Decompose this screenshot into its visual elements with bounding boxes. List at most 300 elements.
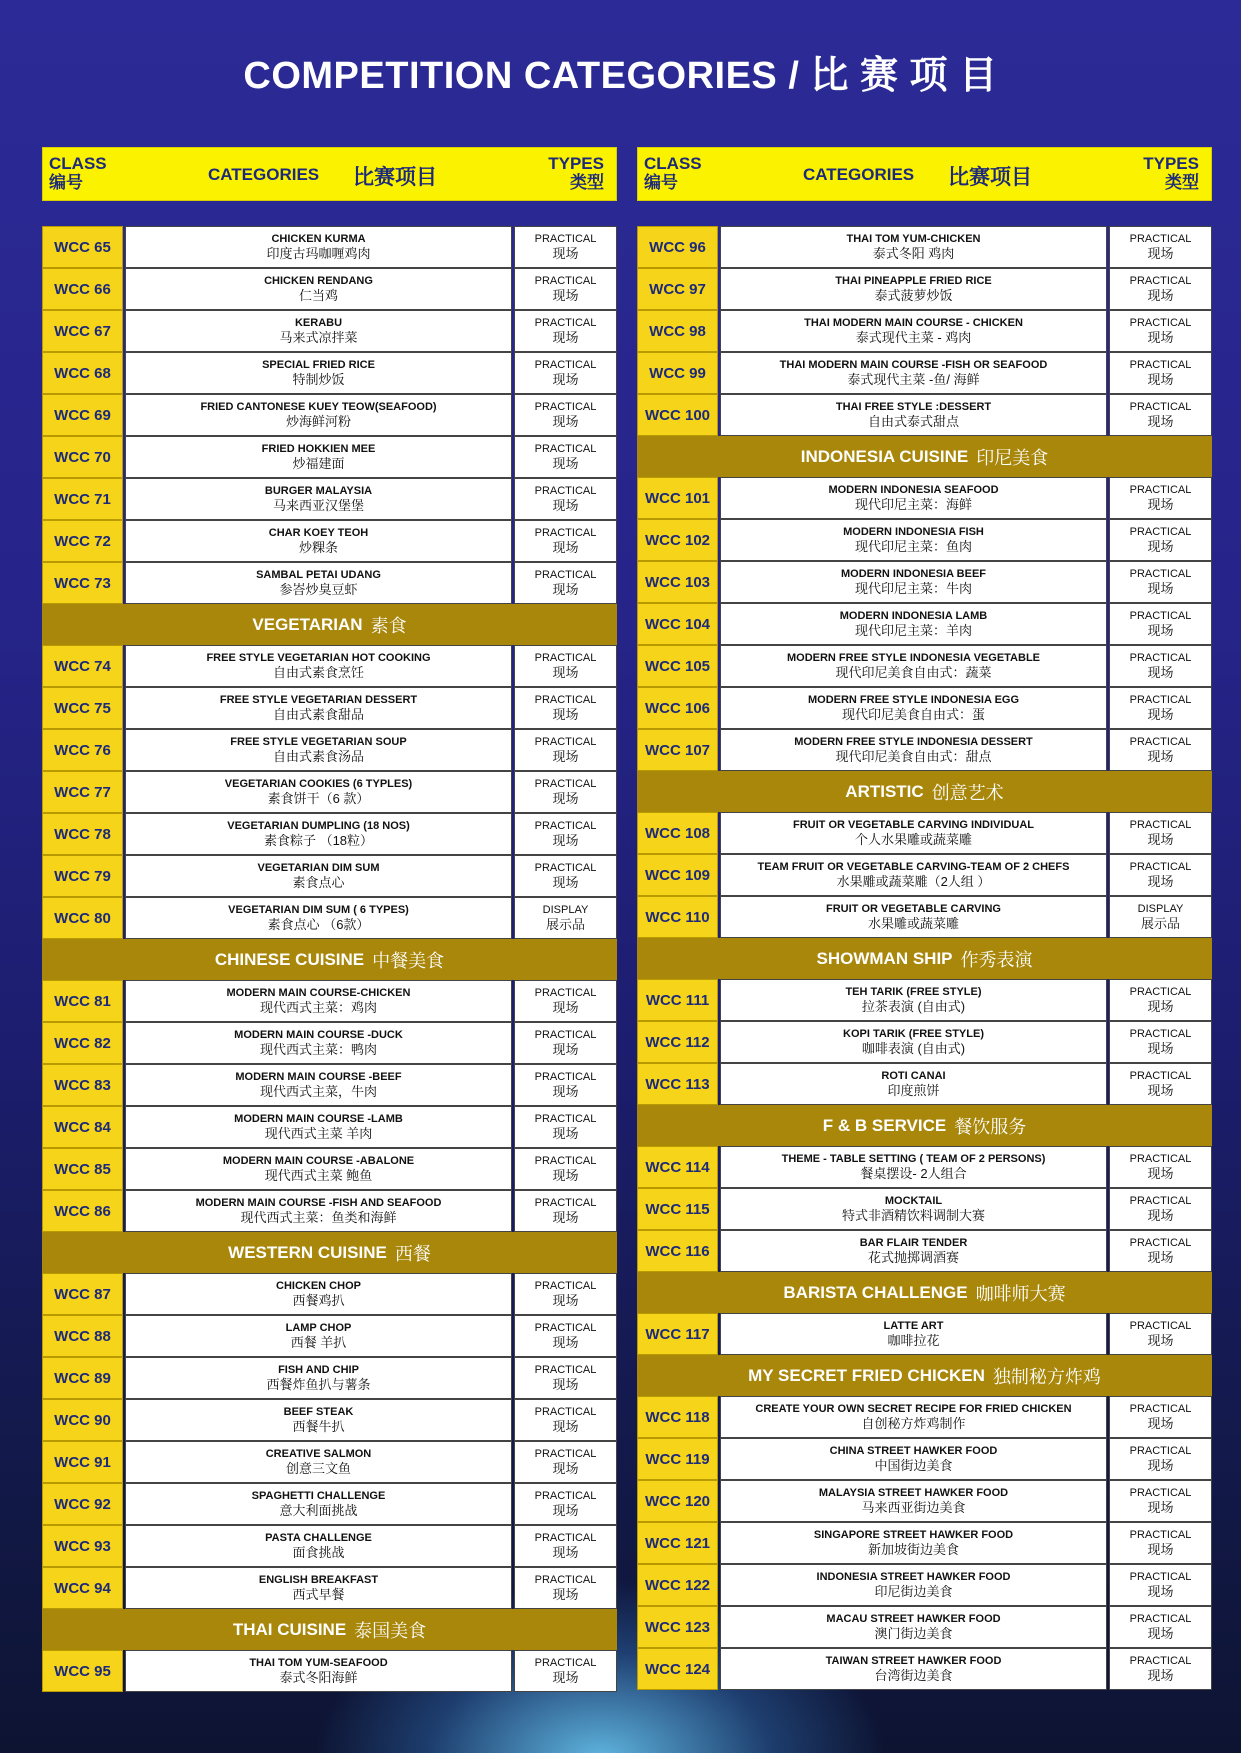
- table-row: [42, 1483, 617, 1525]
- table-row: [637, 1648, 1212, 1690]
- class-code: WCC 109: [637, 854, 718, 896]
- category-name: PASTA CHALLENGE: [265, 1532, 372, 1544]
- category-cell: [720, 645, 1107, 687]
- category-name-zh: 特式非酒精饮料调制大赛: [841, 1208, 985, 1223]
- category-name: MODERN INDONESIA SEAFOOD: [828, 484, 999, 496]
- class-code: WCC 119: [637, 1438, 718, 1480]
- category-cell: [720, 1188, 1107, 1230]
- section-title-zh: 素食: [370, 615, 407, 636]
- type-label: PRACTICAL: [534, 359, 597, 371]
- type-cell: [514, 226, 617, 268]
- category-name-zh: 自由式素食汤品: [272, 749, 364, 764]
- type-cell: [514, 1357, 617, 1399]
- type-label: PRACTICAL: [1129, 1028, 1192, 1040]
- section-header: [42, 1609, 617, 1650]
- category-name: ENGLISH BREAKFAST: [258, 1574, 379, 1586]
- category-name-zh: 炒海鲜河粉: [285, 414, 351, 429]
- category-name-zh: 咖啡拉花: [887, 1333, 940, 1348]
- category-cell: [125, 687, 512, 729]
- category-name-zh: 现代西式主菜：鱼类和海鲜: [240, 1210, 397, 1225]
- table-row: [42, 436, 617, 478]
- class-code: WCC 77: [42, 771, 123, 813]
- type-cell: [514, 645, 617, 687]
- table-row: [42, 1022, 617, 1064]
- type-label: PRACTICAL: [534, 1071, 597, 1083]
- type-cell: [1109, 1313, 1212, 1355]
- type-label-zh: 现场: [1147, 749, 1174, 764]
- type-cell: [514, 268, 617, 310]
- type-label-zh: 现场: [1147, 707, 1174, 722]
- type-cell: [514, 980, 617, 1022]
- category-name-zh: 现代西式主菜：鸡肉: [259, 1000, 377, 1015]
- type-label: PRACTICAL: [534, 862, 597, 874]
- category-name-zh: 意大利面挑战: [279, 1503, 358, 1518]
- type-label-zh: 现场: [1147, 1250, 1174, 1265]
- type-label: PRACTICAL: [534, 1322, 597, 1334]
- type-label: PRACTICAL: [1129, 401, 1192, 413]
- type-cell: [1109, 1648, 1212, 1690]
- category-name: KERABU: [294, 317, 343, 329]
- table-row: [637, 561, 1212, 603]
- type-label-zh: 现场: [1147, 372, 1174, 387]
- type-label-zh: 现场: [1147, 1166, 1174, 1181]
- section-title-zh: 印尼美食: [976, 447, 1049, 468]
- category-cell: [125, 1106, 512, 1148]
- type-label: PRACTICAL: [1129, 1571, 1192, 1583]
- class-code: WCC 81: [42, 980, 123, 1022]
- type-cell: [1109, 1606, 1212, 1648]
- class-code: WCC 79: [42, 855, 123, 897]
- type-label: PRACTICAL: [534, 443, 597, 455]
- category-cell: [125, 394, 512, 436]
- type-cell: [514, 478, 617, 520]
- type-label: PRACTICAL: [1129, 233, 1192, 245]
- class-code: WCC 106: [637, 687, 718, 729]
- class-code: WCC 70: [42, 436, 123, 478]
- type-label: DISPLAY: [1137, 903, 1184, 915]
- type-label-zh: 现场: [552, 1293, 579, 1308]
- type-label-zh: 现场: [1147, 497, 1174, 512]
- section-title-zh: 咖啡师大赛: [975, 1283, 1066, 1304]
- header-class: [49, 154, 107, 192]
- category-name-zh: 现代印尼主菜：鱼肉: [854, 539, 972, 554]
- category-cell: [125, 1190, 512, 1232]
- class-code: WCC 93: [42, 1525, 123, 1567]
- section-title: BARISTA CHALLENGE: [783, 1282, 968, 1302]
- category-cell: [125, 1441, 512, 1483]
- type-cell: [1109, 854, 1212, 896]
- type-label-zh: 现场: [1147, 1668, 1174, 1683]
- type-label-zh: 现场: [1147, 288, 1174, 303]
- category-cell: [125, 1399, 512, 1441]
- category-cell: [720, 1606, 1107, 1648]
- type-label: PRACTICAL: [534, 736, 597, 748]
- table-row: [637, 352, 1212, 394]
- type-label: PRACTICAL: [1129, 1070, 1192, 1082]
- category-name: FREE STYLE VEGETARIAN DESSERT: [219, 694, 418, 706]
- category-name-zh: 水果雕或蔬菜雕（2人组 ）: [836, 874, 991, 889]
- category-name: INDONESIA STREET HAWKER FOOD: [816, 1571, 1011, 1583]
- type-label: PRACTICAL: [534, 1280, 597, 1292]
- section-header: [637, 938, 1212, 979]
- class-code: WCC 92: [42, 1483, 123, 1525]
- category-cell: [125, 268, 512, 310]
- category-cell: [720, 394, 1107, 436]
- table-header: [42, 147, 617, 201]
- header-types-en: TYPES: [548, 154, 604, 173]
- table-row: [42, 1148, 617, 1190]
- type-label-zh: 现场: [552, 414, 579, 429]
- header-types-zh: 类型: [570, 173, 604, 192]
- class-code: WCC 104: [637, 603, 718, 645]
- category-name: MODERN MAIN COURSE -BEEF: [235, 1071, 402, 1083]
- type-cell: [514, 729, 617, 771]
- category-cell: [125, 310, 512, 352]
- table-row: [42, 1567, 617, 1609]
- category-cell: [720, 310, 1107, 352]
- type-label: PRACTICAL: [1129, 1153, 1192, 1165]
- table-row: [42, 352, 617, 394]
- category-name-zh: 自由式素食甜品: [272, 707, 364, 722]
- category-name-zh: 水果雕或蔬菜雕: [867, 916, 959, 931]
- table-row: [637, 1564, 1212, 1606]
- category-cell: [720, 352, 1107, 394]
- category-cell: [125, 1525, 512, 1567]
- table-row: [42, 1190, 617, 1232]
- category-name-zh: 现代西式主菜，牛肉: [259, 1084, 377, 1099]
- class-code: WCC 86: [42, 1190, 123, 1232]
- class-code: WCC 94: [42, 1567, 123, 1609]
- category-cell: [125, 813, 512, 855]
- type-label: PRACTICAL: [1129, 819, 1192, 831]
- class-code: WCC 110: [637, 896, 718, 938]
- type-label: PRACTICAL: [1129, 736, 1192, 748]
- category-name-zh: 现代印尼美食自由式：蛋: [841, 707, 985, 722]
- category-cell: [125, 478, 512, 520]
- category-cell: [720, 603, 1107, 645]
- section-header: [637, 771, 1212, 812]
- type-label: PRACTICAL: [1129, 568, 1192, 580]
- table-row: [42, 645, 617, 687]
- type-label: PRACTICAL: [1129, 652, 1192, 664]
- type-label-zh: 现场: [552, 1587, 579, 1602]
- class-code: WCC 68: [42, 352, 123, 394]
- table-row: [637, 603, 1212, 645]
- page-title: COMPETITION CATEGORIES / 比 赛 项 目: [243, 55, 998, 97]
- type-label-zh: 现场: [552, 288, 579, 303]
- category-cell: [720, 979, 1107, 1021]
- class-code: WCC 111: [637, 979, 718, 1021]
- category-name-zh: 泰式冬阳海鲜: [279, 1670, 358, 1685]
- category-name: MODERN FREE STYLE INDONESIA EGG: [807, 694, 1020, 706]
- type-cell: [1109, 394, 1212, 436]
- category-name: FISH AND CHIP: [278, 1364, 359, 1376]
- class-code: WCC 102: [637, 519, 718, 561]
- header-class: [644, 154, 702, 192]
- class-code: WCC 114: [637, 1146, 718, 1188]
- section-header: [637, 1355, 1212, 1396]
- type-label: PRACTICAL: [1129, 1613, 1192, 1625]
- type-label-zh: 现场: [1147, 414, 1174, 429]
- type-cell: [1109, 1438, 1212, 1480]
- type-label-zh: 现场: [1147, 1041, 1174, 1056]
- category-name-zh: 现代印尼主菜：海鲜: [854, 497, 972, 512]
- type-label-zh: 现场: [552, 1210, 579, 1225]
- type-label: PRACTICAL: [1129, 861, 1192, 873]
- category-name-zh: 现代印尼主菜：羊肉: [854, 623, 972, 638]
- type-label: PRACTICAL: [534, 569, 597, 581]
- category-name: FRIED HOKKIEN MEE: [261, 443, 376, 455]
- type-cell: [514, 394, 617, 436]
- type-label: PRACTICAL: [534, 652, 597, 664]
- table-row: [637, 687, 1212, 729]
- category-name-zh: 泰式菠萝炒饭: [874, 288, 953, 303]
- type-label-zh: 现场: [552, 246, 579, 261]
- category-name: VEGETARIAN DUMPLING (18 NOS): [227, 820, 410, 832]
- class-code: WCC 112: [637, 1021, 718, 1063]
- type-label: PRACTICAL: [534, 1574, 597, 1586]
- category-name: MODERN MAIN COURSE -ABALONE: [222, 1155, 415, 1167]
- header-types-zh: 类型: [1165, 173, 1199, 192]
- type-label-zh: 现场: [1147, 1083, 1174, 1098]
- type-label: PRACTICAL: [534, 1029, 597, 1041]
- table-row: [42, 310, 617, 352]
- category-cell: [720, 1146, 1107, 1188]
- category-name-zh: 马来西亚汉堡堡: [272, 498, 364, 513]
- class-code: WCC 76: [42, 729, 123, 771]
- type-cell: [514, 1273, 617, 1315]
- type-cell: [514, 436, 617, 478]
- category-name-zh: 素食粽子 （18粒）: [263, 833, 374, 848]
- class-code: WCC 107: [637, 729, 718, 771]
- table-row: [637, 1021, 1212, 1063]
- category-cell: [720, 1021, 1107, 1063]
- category-cell: [125, 1148, 512, 1190]
- category-name-zh: 台湾街边美食: [874, 1668, 953, 1683]
- category-name: MODERN MAIN COURSE -FISH AND SEAFOOD: [195, 1197, 442, 1209]
- class-code: WCC 84: [42, 1106, 123, 1148]
- type-label-zh: 现场: [552, 498, 579, 513]
- category-cell: [720, 226, 1107, 268]
- class-code: WCC 71: [42, 478, 123, 520]
- table-row: [42, 562, 617, 604]
- type-cell: [514, 855, 617, 897]
- header-class-zh: 编号: [644, 173, 678, 192]
- category-name: THEME - TABLE SETTING ( TEAM OF 2 PERSONS): [781, 1153, 1046, 1165]
- category-name-zh: 新加坡街边美食: [867, 1542, 959, 1557]
- type-label: PRACTICAL: [534, 1113, 597, 1125]
- type-label: DISPLAY: [542, 904, 589, 916]
- table-row: [42, 687, 617, 729]
- type-cell: [514, 1106, 617, 1148]
- category-name-zh: 现代印尼美食自由式：甜点: [835, 749, 992, 764]
- type-cell: [514, 1483, 617, 1525]
- section-header: [637, 1272, 1212, 1313]
- category-cell: [125, 436, 512, 478]
- category-cell: [720, 687, 1107, 729]
- type-label: PRACTICAL: [534, 485, 597, 497]
- type-cell: [1109, 979, 1212, 1021]
- type-label: PRACTICAL: [534, 987, 597, 999]
- type-label: PRACTICAL: [1129, 610, 1192, 622]
- type-label: PRACTICAL: [1129, 1487, 1192, 1499]
- type-label-zh: 现场: [552, 456, 579, 471]
- section-title-zh: 西餐: [394, 1243, 431, 1264]
- type-label-zh: 现场: [552, 665, 579, 680]
- type-label-zh: 现场: [552, 1000, 579, 1015]
- category-cell: [720, 268, 1107, 310]
- type-label-zh: 现场: [1147, 1208, 1174, 1223]
- class-code: WCC 72: [42, 520, 123, 562]
- class-code: WCC 124: [637, 1648, 718, 1690]
- category-name-zh: 现代西式主菜：鸭肉: [259, 1042, 377, 1057]
- category-name: MALAYSIA STREET HAWKER FOOD: [818, 1487, 1009, 1499]
- section-title-zh: 作秀表演: [960, 949, 1033, 970]
- type-cell: [1109, 1146, 1212, 1188]
- category-cell: [720, 1648, 1107, 1690]
- category-cell: [125, 1273, 512, 1315]
- type-cell: [514, 310, 617, 352]
- table-row: [42, 268, 617, 310]
- type-cell: [1109, 603, 1212, 645]
- table-row: [42, 729, 617, 771]
- type-label-zh: 现场: [1147, 581, 1174, 596]
- section-title-zh: 独制秘方炸鸡: [992, 1366, 1101, 1387]
- type-cell: [514, 897, 617, 939]
- type-cell: [514, 1399, 617, 1441]
- type-cell: [514, 1190, 617, 1232]
- category-cell: [125, 352, 512, 394]
- class-code: WCC 108: [637, 812, 718, 854]
- type-label: PRACTICAL: [534, 317, 597, 329]
- type-label-zh: 现场: [552, 791, 579, 806]
- category-cell: [125, 1483, 512, 1525]
- type-cell: [1109, 687, 1212, 729]
- type-label: PRACTICAL: [534, 275, 597, 287]
- class-code: WCC 90: [42, 1399, 123, 1441]
- type-label-zh: 现场: [552, 1084, 579, 1099]
- type-cell: [1109, 1021, 1212, 1063]
- type-cell: [1109, 1522, 1212, 1564]
- category-name-zh: 西餐鸡扒: [292, 1293, 345, 1308]
- type-label-zh: 现场: [552, 1377, 579, 1392]
- section-header: [42, 604, 617, 645]
- category-name: VEGETARIAN DIM SUM: [257, 862, 380, 874]
- type-label-zh: 现场: [552, 833, 579, 848]
- table-row: [42, 226, 617, 268]
- type-label: PRACTICAL: [1129, 317, 1192, 329]
- category-name-zh: 马来式凉拌菜: [279, 330, 358, 345]
- table-row: [637, 1146, 1212, 1188]
- type-label: PRACTICAL: [1129, 526, 1192, 538]
- type-cell: [514, 1022, 617, 1064]
- category-name: THAI FREE STYLE :DESSERT: [835, 401, 992, 413]
- section-title: INDONESIA CUISINE: [800, 446, 969, 466]
- category-name-zh: 现代西式主菜 鲍鱼: [264, 1168, 373, 1183]
- type-cell: [514, 1064, 617, 1106]
- type-cell: [514, 562, 617, 604]
- type-cell: [1109, 310, 1212, 352]
- category-cell: [125, 645, 512, 687]
- type-cell: [514, 1148, 617, 1190]
- type-cell: [514, 1650, 617, 1692]
- class-code: WCC 82: [42, 1022, 123, 1064]
- category-name: LATTE ART: [883, 1320, 944, 1332]
- category-name-zh: 面食挑战: [292, 1545, 345, 1560]
- category-name: MODERN FREE STYLE INDONESIA DESSERT: [794, 736, 1033, 748]
- category-name-zh: 参峇炒臭豆虾: [279, 582, 358, 597]
- type-label: PRACTICAL: [534, 527, 597, 539]
- section-title: THAI CUISINE: [232, 1619, 347, 1639]
- section-title-zh: 创意艺术: [931, 782, 1004, 803]
- category-name: THAI TOM YUM-CHICKEN: [846, 233, 981, 245]
- category-name: BURGER MALAYSIA: [264, 485, 373, 497]
- category-name-zh: 素食点心 （6款）: [267, 917, 370, 932]
- category-name-zh: 西餐炸鱼扒与薯条: [266, 1377, 371, 1392]
- category-name: MACAU STREET HAWKER FOOD: [826, 1613, 1001, 1625]
- category-cell: [125, 562, 512, 604]
- category-name: VEGETARIAN DIM SUM ( 6 TYPES): [228, 904, 409, 916]
- category-name: CHICKEN CHOP: [276, 1280, 361, 1292]
- category-name: CREATIVE SALMON: [265, 1448, 372, 1460]
- category-list: [42, 226, 617, 1692]
- table-row: [637, 896, 1212, 938]
- category-cell: [125, 729, 512, 771]
- category-name-zh: 餐桌摆设- 2人组合: [860, 1166, 967, 1181]
- type-label-zh: 现场: [1147, 1500, 1174, 1515]
- class-code: WCC 83: [42, 1064, 123, 1106]
- category-name: CREATE YOUR OWN SECRET RECIPE FOR FRIED CHICKEN: [755, 1403, 1072, 1415]
- class-code: WCC 67: [42, 310, 123, 352]
- category-name-zh: 泰式现代主菜 - 鸡肉: [855, 330, 972, 345]
- type-cell: [1109, 1396, 1212, 1438]
- category-cell: [720, 1063, 1107, 1105]
- table-row: [637, 1396, 1212, 1438]
- category-name-zh: 西餐牛扒: [292, 1419, 345, 1434]
- type-label: PRACTICAL: [1129, 359, 1192, 371]
- category-name: SPAGHETTI CHALLENGE: [251, 1490, 386, 1502]
- table-row: [42, 1315, 617, 1357]
- type-label: PRACTICAL: [534, 233, 597, 245]
- type-cell: [514, 813, 617, 855]
- category-name-zh: 创意三文鱼: [285, 1461, 351, 1476]
- category-name: BAR FLAIR TENDER: [859, 1237, 968, 1249]
- category-name: MODERN INDONESIA LAMB: [839, 610, 988, 622]
- category-name-zh: 现代印尼主菜：牛肉: [854, 581, 972, 596]
- category-cell: [125, 855, 512, 897]
- type-label-zh: 现场: [1147, 1542, 1174, 1557]
- category-name: MODERN INDONESIA FISH: [843, 526, 984, 538]
- category-name: FRUIT OR VEGETABLE CARVING INDIVIDUAL: [793, 819, 1034, 831]
- table-row: [637, 1606, 1212, 1648]
- category-name-zh: 印度煎饼: [887, 1083, 940, 1098]
- class-code: WCC 99: [637, 352, 718, 394]
- class-code: WCC 117: [637, 1313, 718, 1355]
- category-name: CHAR KOEY TEOH: [268, 527, 369, 539]
- category-cell: [125, 1650, 512, 1692]
- category-name: FREE STYLE VEGETARIAN SOUP: [230, 736, 407, 748]
- category-cell: [720, 561, 1107, 603]
- type-cell: [1109, 561, 1212, 603]
- category-cell: [125, 1567, 512, 1609]
- type-cell: [514, 520, 617, 562]
- category-cell: [125, 771, 512, 813]
- type-cell: [1109, 896, 1212, 938]
- type-label: PRACTICAL: [534, 1155, 597, 1167]
- type-cell: [1109, 645, 1212, 687]
- category-name-zh: 泰式现代主菜 -鱼/ 海鲜: [847, 372, 980, 387]
- category-name: LAMP CHOP: [285, 1322, 352, 1334]
